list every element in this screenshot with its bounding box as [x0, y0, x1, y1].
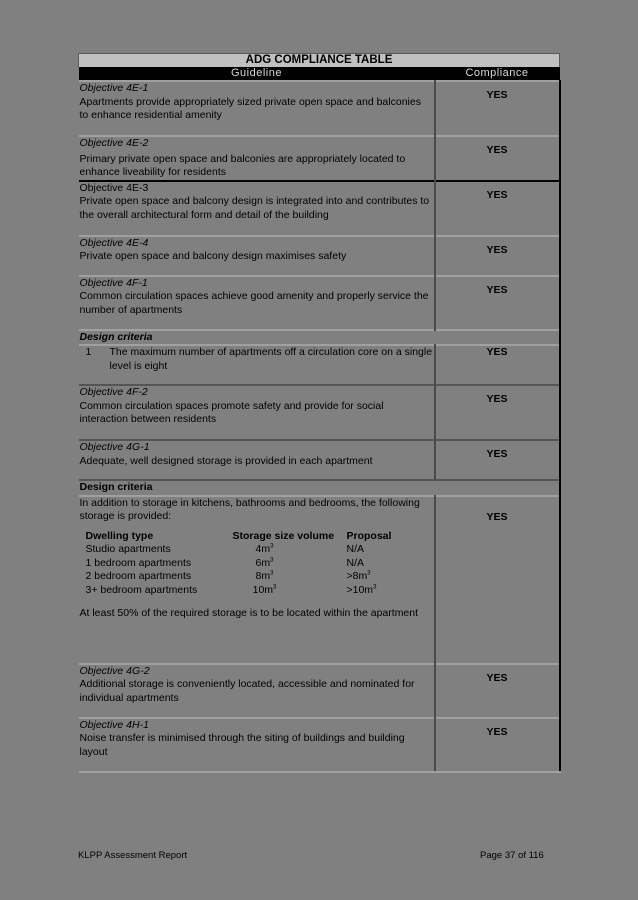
proposal: N/A	[346, 556, 365, 569]
objective-label: Objective 4G-1	[79, 441, 150, 453]
design-criteria-heading: Design criteria	[79, 480, 560, 496]
table-row	[79, 236, 560, 276]
storage-size: $8m^3$	[255, 570, 274, 582]
compliance-value: YES	[435, 181, 560, 236]
compliance-value: YES	[435, 440, 560, 480]
objective-label: Objective 4G-2	[79, 664, 150, 677]
storage-row	[86, 570, 427, 584]
criterion-number: 1	[85, 346, 92, 358]
storage-intro: In addition to storage in kitchens, bathrooms and bedrooms, the following storage is provided:	[79, 496, 420, 522]
objective-text: Apartments provide appropriately sized private open space and balconies to enhance residential amenity	[79, 95, 421, 121]
storage-row	[86, 543, 427, 557]
table-row	[79, 81, 560, 136]
storage-row	[86, 557, 427, 571]
storage-header-size: Storage size volume	[232, 529, 335, 542]
objective-text: Adequate, well designed storage is provided in each apartment	[79, 454, 373, 467]
table-title: ADG COMPLIANCE TABLE	[79, 54, 560, 68]
table-row	[79, 181, 560, 236]
table-row	[79, 440, 560, 480]
storage-row	[86, 584, 427, 598]
objective-text: Private open space and balcony design maximises safety	[79, 250, 347, 262]
header-compliance: Compliance	[435, 67, 560, 81]
table-row	[79, 496, 560, 664]
footer-report-name: KLPP Assessment Report	[78, 850, 188, 861]
compliance-value: YES	[435, 236, 560, 276]
storage-note: At least 50% of the required storage is to be located within the apartment	[79, 607, 419, 619]
table-row	[79, 718, 560, 772]
criterion-text: The maximum number of apartments off a circulation core on a single level is eight	[109, 346, 433, 372]
table-row	[79, 276, 560, 330]
objective-text: Primary private open space and balconies are appropriately located to enhance liveability for residents	[79, 152, 406, 178]
compliance-value: YES	[435, 81, 560, 136]
storage-size: $6m^3$	[255, 556, 274, 569]
dwelling-type: 1 bedroom apartments	[85, 556, 192, 569]
storage-size: $4m^3$	[255, 543, 274, 555]
table-row	[79, 345, 560, 385]
objective-text: Noise transfer is minimised through the siting of buildings and building layout	[79, 732, 405, 758]
proposal: N/A	[346, 543, 365, 555]
objective-text: Additional storage is conveniently located, accessible and nominated for individual apartments	[79, 678, 415, 704]
compliance-value: YES	[435, 496, 560, 664]
compliance-value: YES	[435, 276, 560, 330]
compliance-value: YES	[435, 664, 560, 718]
footer-page-number: Page 37 of 116	[480, 850, 544, 861]
dwelling-type: Studio apartments	[85, 543, 171, 555]
dwelling-type: 2 bedroom apartments	[85, 570, 192, 582]
compliance-value: YES	[435, 718, 560, 772]
table-row	[79, 664, 560, 718]
design-criteria-heading: Design criteria	[79, 330, 560, 346]
table-row	[79, 136, 560, 181]
objective-label: Objective 4E-2	[79, 137, 149, 149]
design-criteria-heading-row	[79, 330, 560, 346]
objective-text: Common circulation spaces achieve good amenity and properly service the number of apartments	[79, 290, 429, 316]
adg-compliance-table	[78, 53, 561, 773]
objective-label: Objective 4F-1	[79, 276, 148, 289]
header-guideline: Guideline	[79, 67, 435, 81]
storage-table-header	[86, 530, 427, 544]
storage-table	[86, 530, 427, 598]
dwelling-type: 3+ bedroom apartments	[85, 583, 198, 596]
objective-label: Objective 4E-4	[79, 236, 149, 249]
storage-size: $10m^3$	[252, 583, 277, 596]
objective-text: Common circulation spaces promote safety and provide for social interaction between residents	[79, 399, 384, 425]
storage-header-dwelling: Dwelling type	[85, 529, 154, 542]
design-criteria-heading-row	[79, 480, 560, 496]
proposal: $>10m^3$	[346, 583, 377, 596]
objective-text: Private open space and balcony design is integrated into and contributes to the overall architectural form and detail of the building	[79, 195, 430, 221]
table-header-row	[79, 67, 560, 81]
objective-label: Objective 4F-2	[79, 386, 148, 398]
objective-label: Objective 4H-1	[79, 718, 149, 731]
objective-label: Objective 4E-1	[79, 82, 149, 94]
table-row	[79, 385, 560, 440]
compliance-value: YES	[435, 136, 560, 181]
proposal: $>8m^3$	[346, 570, 371, 582]
compliance-value: YES	[435, 345, 560, 385]
table-title-row	[79, 54, 560, 68]
storage-header-proposal: Proposal	[346, 529, 392, 542]
compliance-value: YES	[435, 385, 560, 440]
objective-label: Objective 4E-3	[79, 181, 149, 194]
